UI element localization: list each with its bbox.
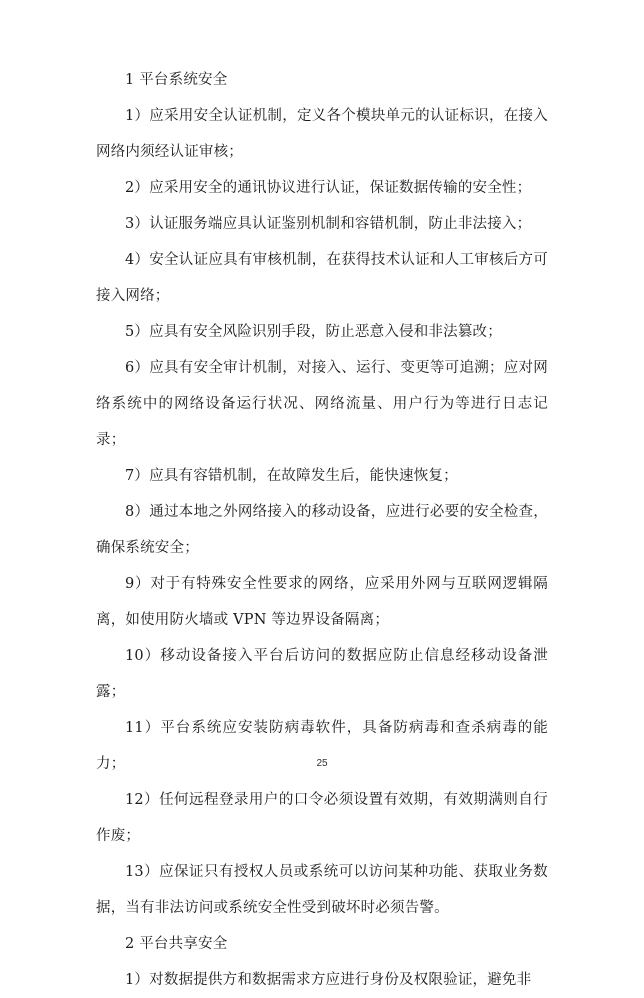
paragraph-item-6: 6）应具有安全审计机制，对接入、运行、变更等可追溯；应对网络系统中的网络设备运行状况、网络流量、用户行为等进行日志记录； <box>96 360 548 448</box>
paragraph-item-12: 12）任何远程登录用户的口令必须设置有效期，有效期满则自行作废； <box>96 792 548 844</box>
paragraph-sharing-item-1: 1）对数据提供方和数据需求方应进行身份及权限验证，避免非 <box>125 972 532 988</box>
page-number: 25 <box>316 758 328 769</box>
paragraph-item-9: 9）对于有特殊安全性要求的网络，应采用外网与互联网逻辑隔离，如使用防火墙或 VPN 等边界设备隔离； <box>96 576 548 628</box>
paragraph-item-11: 11）平台系统应安装防病毒软件，具备防病毒和查杀病毒的能力； <box>96 720 548 772</box>
paragraph-item-2: 2）应采用安全的通讯协议进行认证，保证数据传输的安全性； <box>125 180 532 196</box>
section-heading-platform-system-security: 1 平台系统安全 <box>125 72 228 88</box>
paragraph-item-7: 7）应具有容错机制，在故障发生后，能快速恢复； <box>125 468 458 484</box>
paragraph-item-8: 8）通过本地之外网络接入的移动设备，应进行必要的安全检查，确保系统安全； <box>96 504 548 556</box>
document-body <box>96 62 548 998</box>
paragraph-item-3: 3）认证服务端应具认证鉴别机制和容错机制，防止非法接入； <box>125 216 532 232</box>
paragraph-item-4: 4）安全认证应具有审核机制，在获得技术认证和人工审核后方可接入网络； <box>96 252 548 304</box>
paragraph-item-13: 13）应保证只有授权人员或系统可以访问某种功能、获取业务数据，当有非法访问或系统安全性受到破坏时必须告警。 <box>96 864 548 916</box>
paragraph-item-1: 1）应采用安全认证机制，定义各个模块单元的认证标识，在接入网络内须经认证审核； <box>96 108 548 160</box>
paragraph-item-5: 5）应具有安全风险识别手段，防止恶意入侵和非法篡改； <box>125 324 502 340</box>
section-heading-platform-sharing-security: 2 平台共享安全 <box>125 936 228 952</box>
paragraph-item-10: 10）移动设备接入平台后访问的数据应防止信息经移动设备泄露； <box>96 648 548 700</box>
